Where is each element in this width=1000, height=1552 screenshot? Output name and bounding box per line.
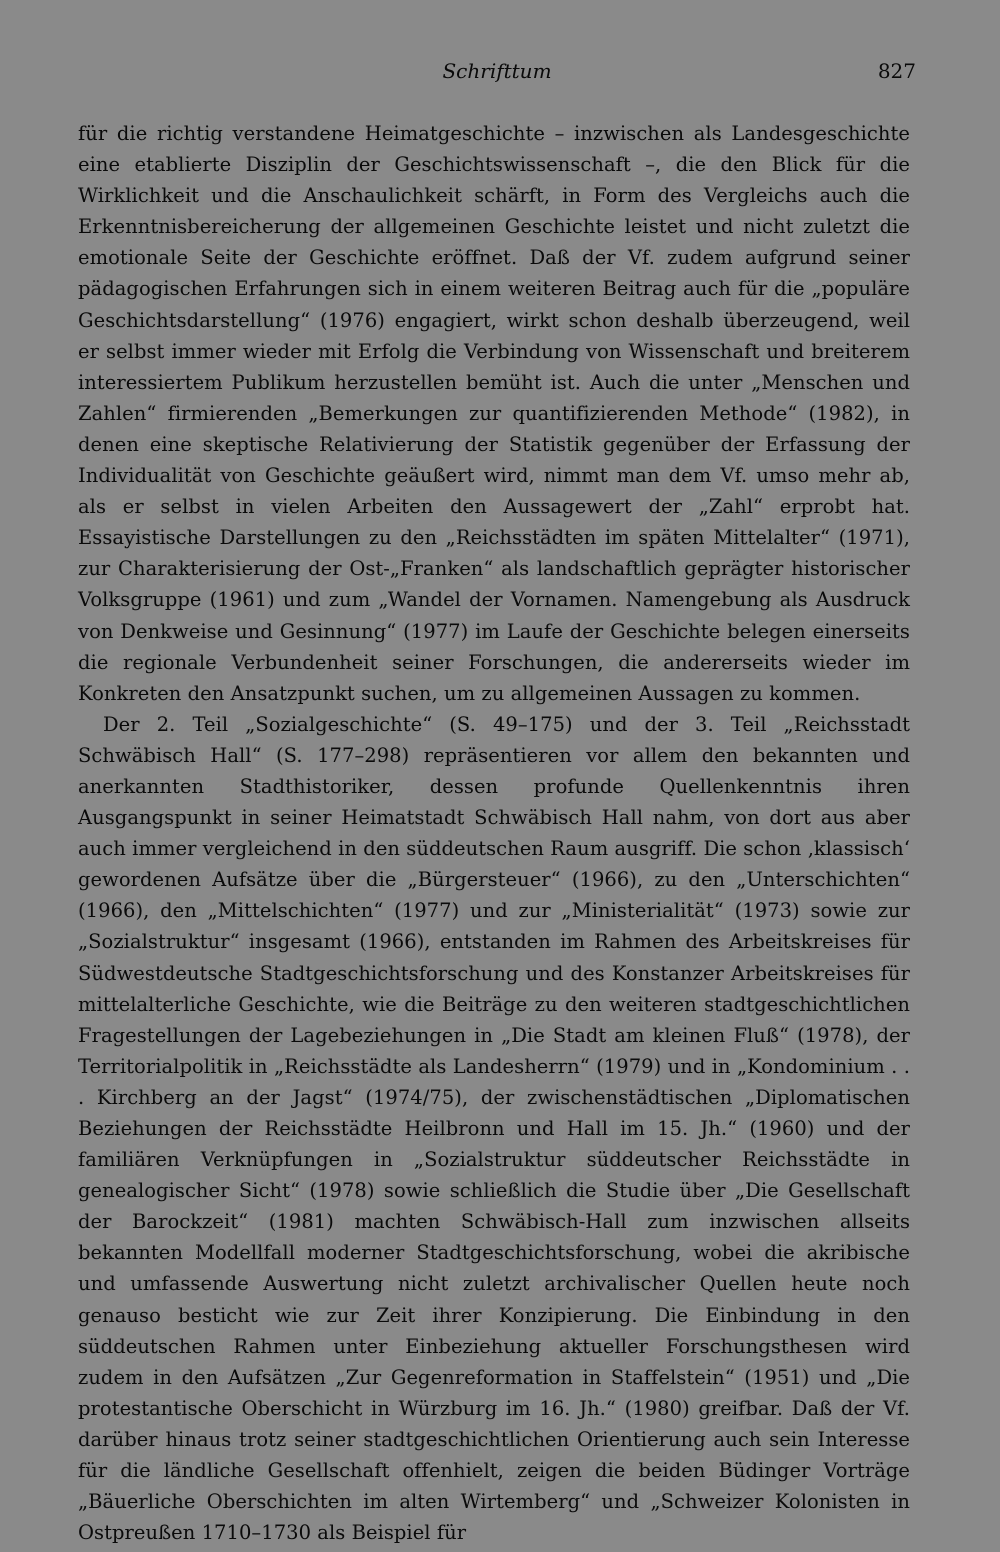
running-title: Schrifttum <box>442 59 552 83</box>
paragraph-2: Der 2. Teil „Sozialgeschichte“ (S. 49–175) und der 3. Teil „Reichsstadt Schwäbisch Hall“ (S. 177–298) repräsentieren vor allem den bekannten und anerkannten Stadthistoriker, dessen profunde Quellenkenntnis ihren Ausgangspunkt in seiner Heimatstadt Schwäbisch Hall nahm, von dort aus aber auch immer vergleichend in den süddeutschen Raum ausgriff. Die schon ‚klassisch‘ gewordenen Aufsätze über die „Bürgersteuer“ (1966), zu den „Unterschichten“ (1966), den „Mittelschichten“ (1977) und zur „Ministerialität“ (1973) sowie zur „Sozialstruktur“ insgesamt (1966), entstanden im Rahmen des Arbeitskreises für Südwestdeutsche Stadtgeschichtsforschung und des Konstanzer Arbeitskreises für mittelalterliche Geschichte, wie die Beiträge zu den weiteren stadtgeschichtlichen Fragestellungen der Lagebeziehungen in „Die Stadt am kleinen Fluß“ (1978), der Territorialpolitik in „Reichsstädte als Landesherrn“ (1979) und in „Kondominium . . . Kirchberg an der Jagst“ (1974/75), der zwischenstädtischen „Diplomatischen Beziehungen der Reichsstädte Heilbronn und Hall im 15. Jh.“ (1960) und der familiären Verknüpfungen in „Sozialstruktur süddeutscher Reichsstädte in genealogischer Sicht“ (1978) sowie schließlich die Studie über „Die Gesellschaft der Barockzeit“ (1981) machten Schwäbisch-Hall zum inzwischen allseits bekannten Modellfall moderner Stadtgeschichtsforschung, wobei die akribische und umfassende Auswertung nicht zuletzt archivalischer Quellen heute noch genauso besticht wie zur Zeit ihrer Konzipierung. Die Einbindung in den süddeutschen Rahmen unter Einbeziehung aktueller Forschungsthesen wird zudem in den Aufsätzen „Zur Gegenreformation in Staffelstein“ (1951) und „Die protestantische Oberschicht in Würzburg im 16. Jh.“ (1980) greifbar. Daß der Vf. darüber hinaus trotz seiner stadtgeschichtlichen Orientierung auch sein Interesse für die ländliche Gesellschaft offenhielt, zeigen die beiden Büdinger Vorträge „Bäuerliche Oberschichten im alten Wirtemberg“ und „Schweizer Kolonisten in Ostpreußen 1710–1730 als Beispiel für <box>78 712 910 1545</box>
page-number: 827 <box>877 59 916 83</box>
paragraph-1: für die richtig verstandene Heimatgeschichte – inzwischen als Landesgeschichte eine etablierte Disziplin der Geschichtswissenschaft –, die den Blick für die Wirklichkeit und die Anschaulichkeit schärft, in Form des Vergleichs auch die Erkenntnisbereicherung der allgemeinen Geschichte leistet und nicht zuletzt die emotionale Seite der Geschichte eröffnet. Daß der Vf. zudem aufgrund seiner pädagogischen Erfahrungen sich in einem weiteren Beitrag auch für die „populäre Geschichtsdarstellung“ (1976) engagiert, wirkt schon deshalb überzeugend, weil er selbst immer wieder mit Erfolg die Verbindung von Wissenschaft und breiterem interessiertem Publikum herzustellen bemüht ist. Auch die unter „Menschen und Zahlen“ firmierenden „Bemerkungen zur quantifizierenden Methode“ (1982), in denen eine skeptische Relativierung der Statistik gegenüber der Erfassung der Individualität von Geschichte geäußert wird, nimmt man dem Vf. umso mehr ab, als er selbst in vielen Arbeiten den Aussagewert der „Zahl“ erprobt hat. Essayistische Darstellungen zu den „Reichsstädten im späten Mittelalter“ (1971), zur Charakterisierung der Ost-„Franken“ als landschaftlich geprägter historischer Volksgruppe (1961) und zum „Wandel der Vornamen. Namengebung als Ausdruck von Denkweise und Gesinnung“ (1977) im Laufe der Geschichte belegen einerseits die regionale Verbundenheit seiner Forschungen, die andererseits wieder im Konkreten den Ansatzpunkt suchen, um zu allgemeinen Aussagen zu kommen. <box>78 122 910 705</box>
page-header <box>78 56 916 90</box>
body-text <box>78 118 910 1548</box>
